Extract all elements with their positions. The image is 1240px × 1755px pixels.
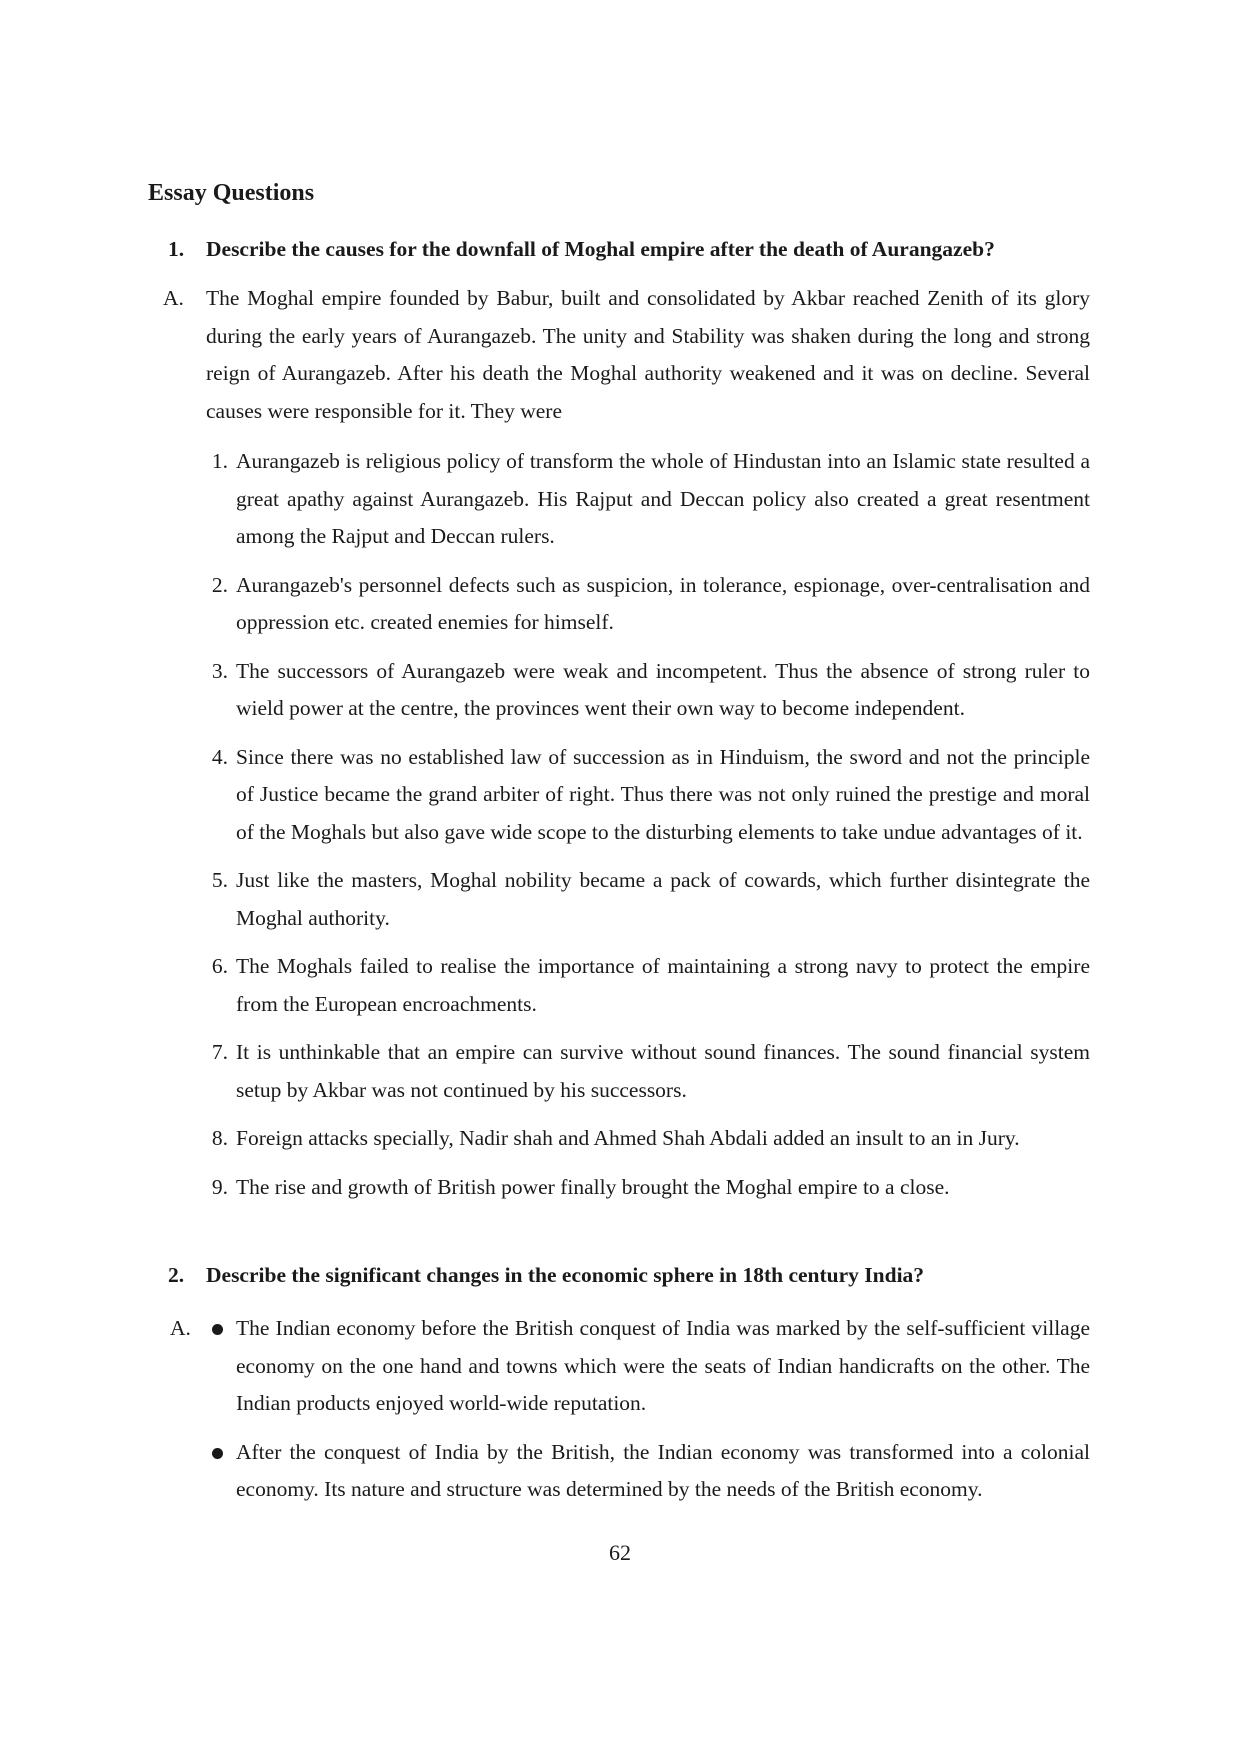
list-item-number: 1. xyxy=(211,449,228,473)
question-number: 2. xyxy=(168,1263,185,1287)
list-item-number: 9. xyxy=(211,1174,228,1199)
list-item-text: The Moghals failed to realise the importance of maintaining a strong navy to protect the empire from the European encroachments. xyxy=(236,954,1090,1016)
question-text: Describe the causes for the downfall of Moghal empire after the death of Aurangazeb? xyxy=(206,237,995,261)
list-item xyxy=(200,1120,1090,1158)
list-item-number: 3. xyxy=(211,658,228,683)
list-item-number: 7. xyxy=(211,1040,228,1064)
section-title: Essay Questions xyxy=(148,180,315,206)
list-item-text: Aurangazeb is religious policy of transform the whole of Hindustan into an Islamic state resulted a great apathy against Aurangazeb. His Rajput and Deccan policy also created a great resentment among the Rajput and Deccan rulers. xyxy=(236,449,1090,548)
causes-list xyxy=(200,443,1090,1217)
bullet-icon xyxy=(212,1448,223,1459)
question-text: Describe the significant changes in the economic sphere in 18th century India? xyxy=(206,1263,925,1287)
page-number: 62 xyxy=(609,1540,631,1565)
question-number: 1. xyxy=(168,237,185,261)
answer-label: A. xyxy=(170,1316,191,1340)
answer-label: A. xyxy=(163,286,184,310)
answer-paragraph: The Moghal empire founded by Babur, built and consolidated by Akbar reached Zenith of its glory during the early years of Aurangazeb. The unity and Stability was shaken during the long and strong reign of Aurangazeb. After his death the Moghal authority weakened and it was on decline. Several causes were responsible for it. They were xyxy=(206,286,1090,423)
list-item-number: 6. xyxy=(211,954,228,978)
list-item-text: The rise and growth of British power finally brought the Moghal empire to a close. xyxy=(236,1174,950,1199)
list-item xyxy=(200,443,1090,556)
list-item xyxy=(200,1169,1090,1207)
list-item xyxy=(200,948,1090,1023)
list-item-number: 5. xyxy=(211,868,228,892)
list-item xyxy=(200,739,1090,852)
list-item xyxy=(206,1434,1100,1509)
list-item xyxy=(200,653,1090,728)
economy-bullet-list xyxy=(206,1310,1100,1520)
list-item-number: 8. xyxy=(211,1126,228,1150)
bullet-icon xyxy=(212,1324,223,1335)
list-item-text: It is unthinkable that an empire can survive without sound finances. The sound financial system setup by Akbar was not continued by his successors. xyxy=(236,1040,1090,1102)
list-item-text: The Indian economy before the British conquest of India was marked by the self-sufficient village economy on the one hand and towns which were the seats of Indian handicrafts on the other. The Indian products enjoyed world-wide reputation. xyxy=(236,1316,1090,1415)
list-item-text: Aurangazeb's personnel defects such as suspicion, in tolerance, espionage, over-centralisation and oppression etc. created enemies for himself. xyxy=(236,572,1090,634)
list-item-text: After the conquest of India by the British, the Indian economy was transformed into a colonial economy. Its nature and structure was determined by the needs of the British economy. xyxy=(236,1439,1090,1501)
list-item xyxy=(200,567,1090,642)
list-item-text: The successors of Aurangazeb were weak and incompetent. Thus the absence of strong ruler to wield power at the centre, the provinces went their own way to become independent. xyxy=(236,658,1090,720)
list-item xyxy=(200,862,1090,937)
list-item-number: 4. xyxy=(211,744,228,769)
list-item-number: 2. xyxy=(211,572,228,597)
list-item-text: Since there was no established law of succession as in Hinduism, the sword and not the principle of Justice became the grand arbiter of right. Thus there was not only ruined the prestige and moral of the Moghals but also gave wide scope to the disturbing elements to take undue advantages of it. xyxy=(236,744,1090,844)
list-item-text: Foreign attacks specially, Nadir shah and Ahmed Shah Abdali added an insult to an in Jury. xyxy=(236,1126,1020,1150)
list-item xyxy=(200,1034,1090,1109)
list-item xyxy=(206,1310,1100,1423)
list-item-text: Just like the masters, Moghal nobility became a pack of cowards, which further disintegrate the Moghal authority. xyxy=(236,868,1090,930)
